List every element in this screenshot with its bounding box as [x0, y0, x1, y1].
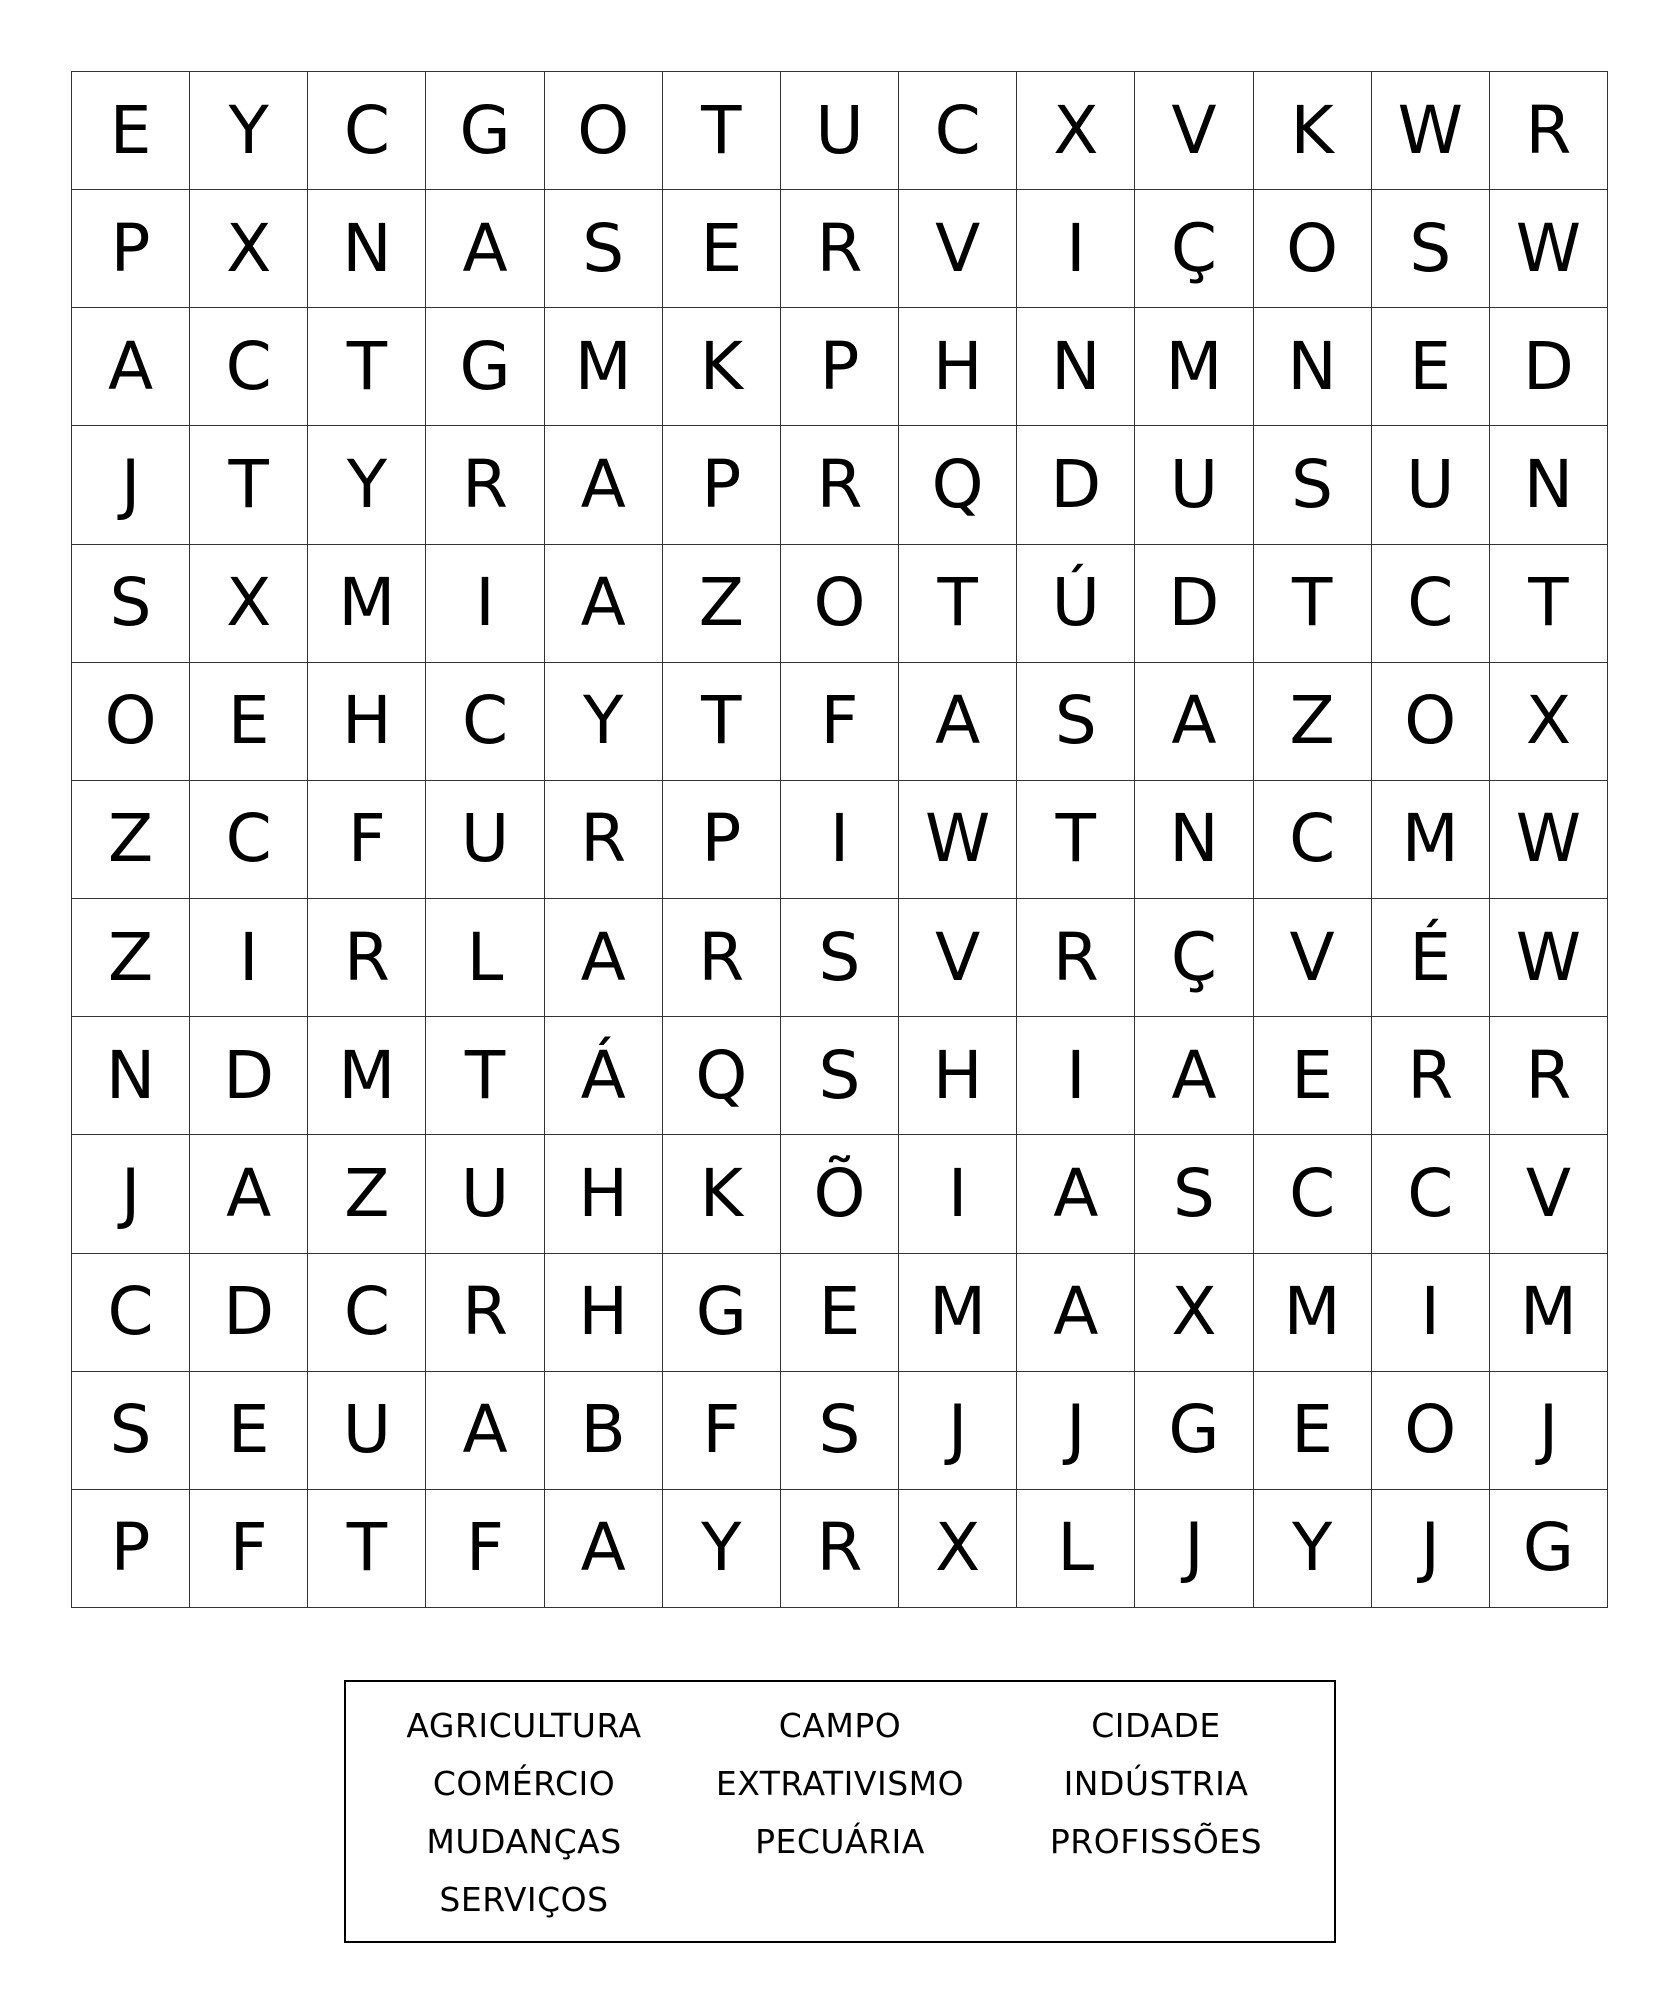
grid-cell[interactable]: G [426, 72, 544, 190]
grid-cell[interactable]: W [1490, 899, 1608, 1017]
grid-cell[interactable]: F [781, 663, 899, 781]
grid-cell[interactable]: M [1372, 781, 1490, 899]
grid-cell[interactable]: F [426, 1490, 544, 1608]
grid-cell[interactable]: A [1017, 1135, 1135, 1253]
grid-cell[interactable]: C [426, 663, 544, 781]
grid-cell[interactable]: D [190, 1254, 308, 1372]
grid-cell[interactable]: T [1017, 781, 1135, 899]
grid-cell[interactable]: R [1490, 1017, 1608, 1135]
grid-cell[interactable]: A [426, 190, 544, 308]
grid-cell[interactable]: X [190, 545, 308, 663]
grid-cell[interactable]: Q [899, 426, 1017, 544]
grid-cell[interactable]: G [426, 308, 544, 426]
grid-cell[interactable]: W [899, 781, 1017, 899]
grid-cell[interactable]: Ú [1017, 545, 1135, 663]
grid-cell[interactable]: J [1135, 1490, 1253, 1608]
grid-cell[interactable]: Y [308, 426, 426, 544]
grid-cell[interactable]: W [1490, 781, 1608, 899]
grid-cell[interactable]: E [663, 190, 781, 308]
grid-cell[interactable]: N [1254, 308, 1372, 426]
grid-cell[interactable]: E [190, 1372, 308, 1490]
grid-cell[interactable]: R [308, 899, 426, 1017]
grid-cell[interactable]: T [1490, 545, 1608, 663]
grid-cell[interactable]: P [781, 308, 899, 426]
grid-cell[interactable]: N [1135, 781, 1253, 899]
grid-cell[interactable]: C [190, 308, 308, 426]
grid-cell[interactable]: V [1254, 899, 1372, 1017]
word-list-item: INDÚSTRIA [1063, 1763, 1249, 1803]
grid-cell[interactable]: H [899, 308, 1017, 426]
grid-cell[interactable]: S [781, 1017, 899, 1135]
grid-cell[interactable]: A [1135, 1017, 1253, 1135]
grid-cell[interactable]: T [663, 72, 781, 190]
grid-cell[interactable]: G [1490, 1490, 1608, 1608]
grid-cell[interactable]: A [545, 899, 663, 1017]
grid-cell[interactable]: R [781, 426, 899, 544]
grid-cell[interactable]: D [190, 1017, 308, 1135]
grid-cell[interactable]: U [1135, 426, 1253, 544]
grid-cell[interactable]: V [899, 899, 1017, 1017]
grid-cell[interactable]: R [545, 781, 663, 899]
grid-cell[interactable]: E [72, 72, 190, 190]
grid-cell[interactable]: V [1135, 72, 1253, 190]
grid-cell[interactable]: S [781, 1372, 899, 1490]
grid-cell[interactable]: F [308, 781, 426, 899]
grid-cell[interactable]: T [308, 308, 426, 426]
grid-cell[interactable]: S [1017, 663, 1135, 781]
grid-cell[interactable]: A [426, 1372, 544, 1490]
word-list-item: CIDADE [1091, 1705, 1221, 1745]
grid-cell[interactable]: Z [663, 545, 781, 663]
grid-cell[interactable]: S [1372, 190, 1490, 308]
grid-cell[interactable]: J [72, 426, 190, 544]
word-list-item: PROFISSÕES [1049, 1821, 1263, 1861]
grid-cell[interactable]: O [1254, 190, 1372, 308]
word-list-item: MUDANÇAS [426, 1821, 622, 1861]
grid-cell[interactable]: J [72, 1135, 190, 1253]
grid-cell[interactable]: É [1372, 899, 1490, 1017]
grid-cell[interactable]: G [1135, 1372, 1253, 1490]
grid-cell[interactable]: W [1490, 190, 1608, 308]
grid-cell[interactable]: K [663, 1135, 781, 1253]
grid-cell[interactable]: H [308, 663, 426, 781]
grid-cell[interactable]: K [1254, 72, 1372, 190]
grid-cell[interactable]: Y [1254, 1490, 1372, 1608]
grid-cell[interactable]: Y [545, 663, 663, 781]
word-list-item: PECUÁRIA [755, 1821, 925, 1861]
grid-cell[interactable]: A [1135, 663, 1253, 781]
grid-cell[interactable]: J [1490, 1372, 1608, 1490]
grid-cell[interactable]: R [1490, 72, 1608, 190]
grid-cell[interactable]: Z [308, 1135, 426, 1253]
grid-cell[interactable]: O [545, 72, 663, 190]
grid-cell[interactable]: E [1254, 1372, 1372, 1490]
grid-cell[interactable]: E [781, 1254, 899, 1372]
grid-cell[interactable]: U [426, 781, 544, 899]
grid-cell[interactable]: C [72, 1254, 190, 1372]
grid-cell[interactable]: T [899, 545, 1017, 663]
grid-cell[interactable]: L [1017, 1490, 1135, 1608]
grid-cell[interactable]: N [1017, 308, 1135, 426]
grid-cell[interactable]: A [545, 545, 663, 663]
grid-cell[interactable]: C [899, 72, 1017, 190]
grid-cell[interactable]: A [190, 1135, 308, 1253]
grid-cell[interactable]: T [190, 426, 308, 544]
grid-cell[interactable]: R [426, 1254, 544, 1372]
grid-cell[interactable]: Ç [1135, 190, 1253, 308]
grid-cell[interactable]: T [426, 1017, 544, 1135]
grid-cell[interactable]: X [190, 190, 308, 308]
grid-cell[interactable]: Á [545, 1017, 663, 1135]
grid-cell[interactable]: U [781, 72, 899, 190]
grid-cell[interactable]: M [545, 308, 663, 426]
grid-cell[interactable]: M [1490, 1254, 1608, 1372]
grid-cell[interactable]: Y [190, 72, 308, 190]
grid-cell[interactable]: S [781, 899, 899, 1017]
grid-cell[interactable]: E [1372, 308, 1490, 426]
word-list-item: EXTRATIVISMO [715, 1763, 965, 1803]
grid-cell[interactable]: A [545, 1490, 663, 1608]
grid-cell[interactable]: H [545, 1254, 663, 1372]
grid-cell[interactable]: P [72, 190, 190, 308]
grid-cell[interactable]: I [190, 899, 308, 1017]
grid-cell[interactable]: S [72, 545, 190, 663]
grid-cell[interactable]: O [1372, 663, 1490, 781]
grid-cell[interactable]: E [190, 663, 308, 781]
grid-cell[interactable]: R [1017, 899, 1135, 1017]
grid-cell[interactable]: M [308, 545, 426, 663]
grid-cell[interactable]: Z [72, 781, 190, 899]
grid-cell[interactable]: U [426, 1135, 544, 1253]
grid-cell[interactable]: M [1254, 1254, 1372, 1372]
grid-cell[interactable]: A [899, 663, 1017, 781]
grid-cell[interactable]: R [1372, 1017, 1490, 1135]
word-list-item: AGRICULTURA [406, 1705, 642, 1745]
grid-cell[interactable]: T [663, 663, 781, 781]
grid-cell[interactable]: J [1017, 1372, 1135, 1490]
grid-cell[interactable]: N [72, 1017, 190, 1135]
grid-cell[interactable]: F [190, 1490, 308, 1608]
grid-cell[interactable]: D [1135, 545, 1253, 663]
grid-cell[interactable]: X [1017, 72, 1135, 190]
grid-cell[interactable]: P [663, 781, 781, 899]
grid-cell[interactable]: Y [663, 1490, 781, 1608]
grid-cell[interactable]: P [663, 426, 781, 544]
grid-cell[interactable]: O [1372, 1372, 1490, 1490]
grid-cell[interactable]: S [72, 1372, 190, 1490]
grid-cell[interactable]: I [899, 1135, 1017, 1253]
grid-cell[interactable]: Ç [1135, 899, 1253, 1017]
grid-cell[interactable]: I [1017, 1017, 1135, 1135]
grid-cell[interactable]: J [899, 1372, 1017, 1490]
grid-cell[interactable]: G [663, 1254, 781, 1372]
grid-cell[interactable]: S [1254, 426, 1372, 544]
grid-cell[interactable]: X [1135, 1254, 1253, 1372]
grid-cell[interactable]: U [1372, 426, 1490, 544]
grid-cell[interactable]: R [781, 190, 899, 308]
grid-cell[interactable]: T [1254, 545, 1372, 663]
grid-cell[interactable]: L [426, 899, 544, 1017]
grid-cell[interactable]: X [899, 1490, 1017, 1608]
grid-cell[interactable]: X [1490, 663, 1608, 781]
grid-cell[interactable]: A [545, 426, 663, 544]
grid-cell[interactable]: E [1254, 1017, 1372, 1135]
grid-cell[interactable]: C [1254, 1135, 1372, 1253]
grid-cell[interactable]: C [190, 781, 308, 899]
word-list-item: COMÉRCIO [432, 1763, 616, 1803]
grid-cell[interactable]: A [72, 308, 190, 426]
grid-cell[interactable]: D [1017, 426, 1135, 544]
grid-cell[interactable]: D [1490, 308, 1608, 426]
grid-cell[interactable]: C [308, 1254, 426, 1372]
grid-cell[interactable]: S [545, 190, 663, 308]
grid-cell[interactable]: M [899, 1254, 1017, 1372]
grid-cell[interactable]: S [1135, 1135, 1253, 1253]
grid-cell[interactable]: O [72, 663, 190, 781]
grid-cell[interactable]: C [1372, 1135, 1490, 1253]
grid-cell[interactable]: R [781, 1490, 899, 1608]
word-list-item: SERVIÇOS [439, 1879, 609, 1919]
grid-cell[interactable]: O [781, 545, 899, 663]
grid-cell[interactable]: Õ [781, 1135, 899, 1253]
grid-cell[interactable]: Q [663, 1017, 781, 1135]
grid-cell[interactable]: C [1254, 781, 1372, 899]
grid-cell[interactable]: F [663, 1372, 781, 1490]
grid-cell[interactable]: Z [1254, 663, 1372, 781]
grid-cell[interactable]: N [1490, 426, 1608, 544]
grid-cell[interactable]: I [781, 781, 899, 899]
grid-cell[interactable]: B [545, 1372, 663, 1490]
word-list-box [344, 1680, 1336, 1943]
grid-cell[interactable]: A [1017, 1254, 1135, 1372]
grid-cell[interactable]: W [1372, 72, 1490, 190]
grid-cell[interactable]: H [899, 1017, 1017, 1135]
grid-cell[interactable]: M [1135, 308, 1253, 426]
grid-cell[interactable]: C [1372, 545, 1490, 663]
word-search-grid [71, 71, 1608, 1608]
grid-cell[interactable]: R [663, 899, 781, 1017]
grid-cell[interactable]: R [426, 426, 544, 544]
grid-cell[interactable]: C [308, 72, 426, 190]
grid-cell[interactable]: I [1017, 190, 1135, 308]
grid-cell[interactable]: Z [72, 899, 190, 1017]
grid-cell[interactable]: M [308, 1017, 426, 1135]
word-list-item: CAMPO [778, 1705, 902, 1745]
grid-cell[interactable]: I [1372, 1254, 1490, 1372]
grid-cell[interactable]: H [545, 1135, 663, 1253]
grid-cell[interactable]: N [308, 190, 426, 308]
grid-cell[interactable]: U [308, 1372, 426, 1490]
grid-cell[interactable]: I [426, 545, 544, 663]
grid-cell[interactable]: P [72, 1490, 190, 1608]
grid-cell[interactable]: J [1372, 1490, 1490, 1608]
grid-cell[interactable]: V [899, 190, 1017, 308]
grid-cell[interactable]: K [663, 308, 781, 426]
grid-cell[interactable]: T [308, 1490, 426, 1608]
grid-cell[interactable]: V [1490, 1135, 1608, 1253]
